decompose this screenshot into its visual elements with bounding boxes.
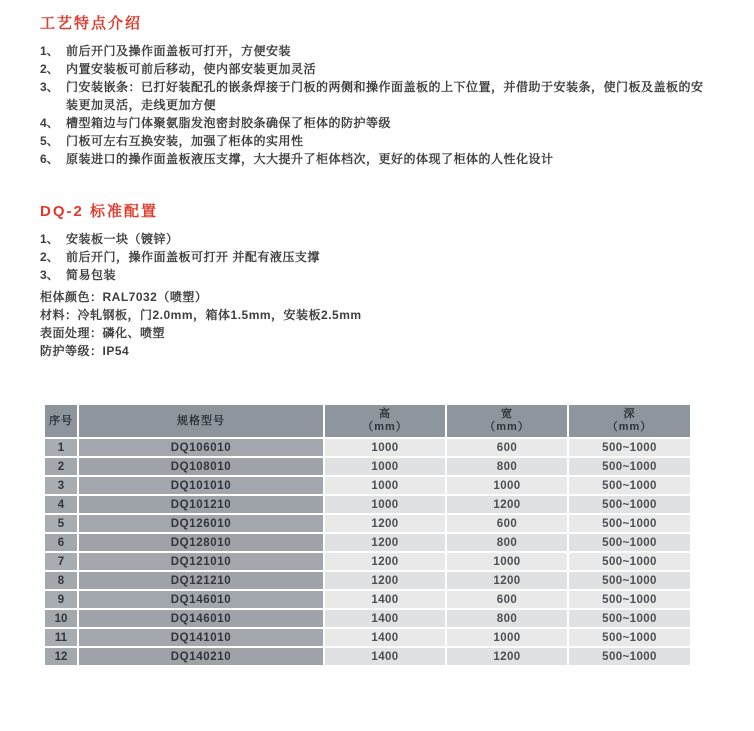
table-row [45, 496, 690, 513]
cell-no: 5 [45, 515, 77, 532]
cell-width: 1200 [447, 572, 567, 589]
cell-depth: 500~1000 [569, 591, 690, 608]
list-item-number: 4、 [40, 116, 59, 130]
col-header-depth-unit: （mm） [606, 421, 653, 433]
spec-line-color: 柜体颜色：RAL7032（喷塑） [40, 290, 208, 304]
col-header-depth [569, 405, 690, 437]
col-header-width-label: 宽 [501, 408, 513, 420]
cell-depth: 500~1000 [569, 458, 690, 475]
cell-no: 2 [45, 458, 77, 475]
col-header-height-label: 高 [379, 408, 391, 420]
standard-config-list [40, 230, 722, 284]
cell-width: 600 [447, 591, 567, 608]
list-item [40, 42, 722, 60]
list-item-number: 3、 [40, 268, 59, 282]
col-header-model: 规格型号 [79, 405, 323, 437]
cell-depth: 500~1000 [569, 610, 690, 627]
cell-model: DQ106010 [79, 439, 323, 456]
section-title-process-features: 工艺特点介绍 [40, 15, 143, 32]
cell-model: DQ108010 [79, 458, 323, 475]
col-header-height-unit: （mm） [362, 421, 408, 433]
cell-model: DQ141010 [79, 629, 323, 646]
cell-depth: 500~1000 [569, 553, 690, 570]
cell-width: 800 [447, 458, 567, 475]
list-item-text: 门安装嵌条：已打好装配孔的嵌条焊接于门板的两侧和操作面盖板的上下位置，并借助于安装条，使门板及盖板的安装更加灵活，走线更加方便 [66, 80, 704, 112]
cell-height: 1400 [325, 610, 445, 627]
cell-no: 3 [45, 477, 77, 494]
table-row [45, 610, 690, 627]
cell-no: 4 [45, 496, 77, 513]
cell-model: DQ121010 [79, 553, 323, 570]
cell-height: 1000 [325, 458, 445, 475]
cell-height: 1400 [325, 629, 445, 646]
col-header-width-unit: （mm） [484, 421, 530, 433]
cell-no: 8 [45, 572, 77, 589]
section-title-standard-config: DQ-2 标准配置 [40, 203, 159, 220]
process-features-list [40, 42, 722, 168]
cell-model: DQ128010 [79, 534, 323, 551]
list-item-text: 前后开门及操作面盖板可打开，方便安装 [66, 44, 292, 58]
cell-model: DQ140210 [79, 648, 323, 665]
list-item-number: 2、 [40, 250, 59, 264]
table-row [45, 458, 690, 475]
table-header-row [45, 405, 690, 437]
list-item [40, 132, 722, 150]
section-process-features [40, 14, 722, 168]
list-item [40, 60, 722, 78]
cell-model: DQ126010 [79, 515, 323, 532]
cell-width: 800 [447, 610, 567, 627]
list-item-number: 1、 [40, 44, 59, 58]
list-item-text: 内置安装板可前后移动，使内部安装更加灵活 [66, 62, 317, 76]
list-item-text: 槽型箱边与门体聚氨脂发泡密封胶条确保了柜体的防护等级 [66, 116, 392, 130]
table-row [45, 648, 690, 665]
cell-height: 1000 [325, 439, 445, 456]
cell-width: 600 [447, 439, 567, 456]
cell-model: DQ146010 [79, 610, 323, 627]
cell-width: 600 [447, 515, 567, 532]
list-item-text: 安装板一块（镀锌） [66, 232, 179, 246]
cell-depth: 500~1000 [569, 496, 690, 513]
cell-height: 1200 [325, 572, 445, 589]
list-item [40, 114, 722, 132]
cell-model: DQ101210 [79, 496, 323, 513]
list-item [40, 150, 722, 168]
cell-height: 1200 [325, 534, 445, 551]
spec-table [43, 403, 692, 667]
cell-model: DQ101010 [79, 477, 323, 494]
spec-line-protection-rating: 防护等级：IP54 [40, 344, 130, 358]
table-row [45, 515, 690, 532]
cell-no: 7 [45, 553, 77, 570]
list-item [40, 230, 722, 248]
spec-line-surface-treatment: 表面处理：磷化、喷塑 [40, 326, 166, 340]
list-item-number: 2、 [40, 62, 59, 76]
cell-height: 1000 [325, 496, 445, 513]
list-item [40, 78, 722, 114]
cell-width: 1000 [447, 553, 567, 570]
list-item-number: 5、 [40, 134, 59, 148]
col-header-depth-label: 深 [623, 408, 636, 420]
cell-height: 1400 [325, 648, 445, 665]
cell-width: 1200 [447, 648, 567, 665]
cell-depth: 500~1000 [569, 515, 690, 532]
cell-height: 1200 [325, 515, 445, 532]
cell-width: 800 [447, 534, 567, 551]
table-row [45, 572, 690, 589]
list-item-number: 6、 [40, 152, 59, 166]
cell-no: 11 [45, 629, 77, 646]
list-item-text: 前后开门，操作面盖板可打开 并配有液压支撑 [66, 250, 320, 264]
cell-width: 1200 [447, 496, 567, 513]
table-row [45, 439, 690, 456]
cell-model: DQ121210 [79, 572, 323, 589]
list-item [40, 266, 722, 284]
cell-height: 1000 [325, 477, 445, 494]
spec-line-material: 材料：冷轧钢板，门2.0mm，箱体1.5mm，安装板2.5mm [40, 308, 362, 322]
section-spacer [40, 168, 722, 202]
cell-depth: 500~1000 [569, 477, 690, 494]
cabinet-spec-block [40, 288, 722, 360]
table-row [45, 591, 690, 608]
list-item-text: 简易包装 [66, 268, 117, 282]
list-item [40, 248, 722, 266]
list-item-number: 1、 [40, 232, 59, 246]
cell-height: 1400 [325, 591, 445, 608]
cell-no: 6 [45, 534, 77, 551]
cell-height: 1200 [325, 553, 445, 570]
table-row [45, 534, 690, 551]
cell-no: 12 [45, 648, 77, 665]
col-header-width [447, 405, 567, 437]
list-item-text: 原装进口的操作面盖板液压支撑，大大提升了柜体档次，更好的体现了柜体的人性化设计 [66, 152, 554, 166]
section-standard-config [40, 202, 722, 360]
list-item-text: 门板可左右互换安装，加强了柜体的实用性 [66, 134, 304, 148]
cell-depth: 500~1000 [569, 648, 690, 665]
cell-depth: 500~1000 [569, 534, 690, 551]
cell-width: 1000 [447, 477, 567, 494]
col-header-height [325, 405, 445, 437]
cell-no: 10 [45, 610, 77, 627]
cell-depth: 500~1000 [569, 572, 690, 589]
cell-depth: 500~1000 [569, 439, 690, 456]
cell-no: 1 [45, 439, 77, 456]
col-header-no: 序号 [45, 405, 77, 437]
list-item-number: 3、 [40, 80, 59, 94]
cell-model: DQ146010 [79, 591, 323, 608]
cell-no: 9 [45, 591, 77, 608]
table-row [45, 477, 690, 494]
table-row [45, 553, 690, 570]
cell-width: 1000 [447, 629, 567, 646]
cell-depth: 500~1000 [569, 629, 690, 646]
table-row [45, 629, 690, 646]
